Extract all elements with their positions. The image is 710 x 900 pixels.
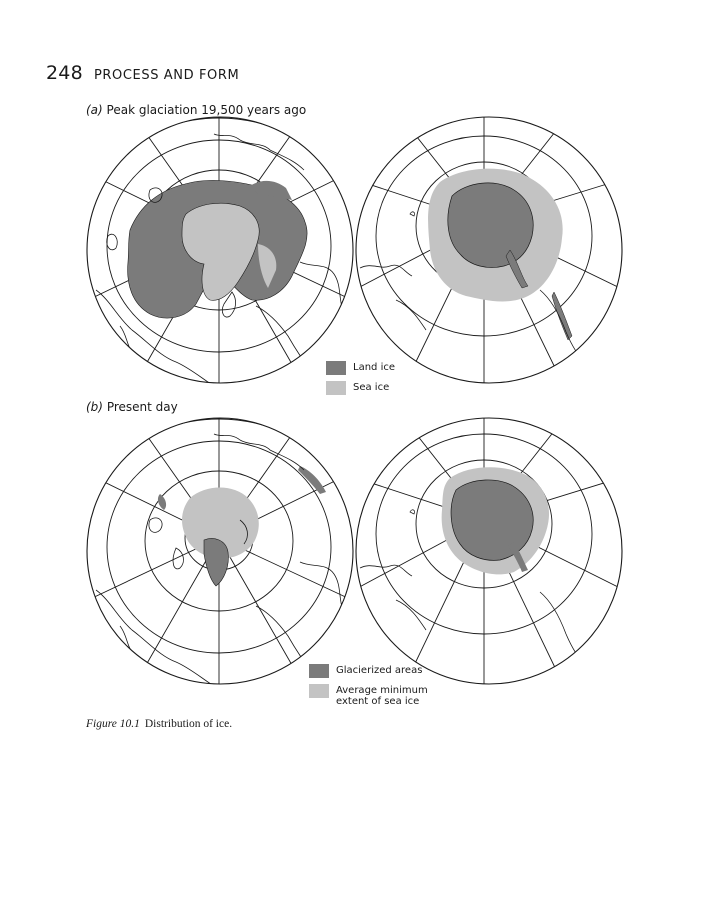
sea-ice-extent-label-line2: extent of sea ice (336, 696, 420, 707)
panel-a-title: Peak glaciation 19,500 years ago (106, 103, 307, 117)
sea-ice-swatch (326, 381, 346, 395)
panel-b-letter: (b) (86, 400, 103, 414)
legend-item-sea-ice (326, 381, 395, 401)
page-number: 248 (46, 62, 83, 84)
land-ice-swatch (326, 361, 346, 375)
running-title: PROCESS AND FORM (93, 68, 240, 83)
sea-ice-label: Sea ice (353, 382, 390, 393)
sea-ice-extent-label-line1: Average minimum (336, 685, 428, 696)
sea-ice-extent-swatch (309, 684, 329, 698)
figure-caption-text: Distribution of ice. (144, 718, 233, 730)
legend-item-sea-ice-extent (309, 684, 428, 710)
figure-caption (86, 718, 232, 730)
globe-south-peak (336, 110, 632, 390)
figure-number: Figure 10.1 (86, 718, 140, 730)
glacierized-swatch (309, 664, 329, 678)
legend-item-glacierized (309, 664, 428, 684)
legend-present (309, 664, 428, 710)
glacierized-label: Glacierized areas (336, 665, 423, 676)
land-ice-label: Land ice (353, 362, 395, 373)
panel-b-title: Present day (106, 400, 178, 414)
globe-north-present (69, 410, 369, 699)
legend-item-land-ice (326, 361, 395, 381)
panel-a-letter: (a) (86, 103, 103, 117)
legend-peak (326, 361, 395, 401)
globe-north-peak (69, 110, 369, 398)
globe-south-present (336, 410, 632, 690)
